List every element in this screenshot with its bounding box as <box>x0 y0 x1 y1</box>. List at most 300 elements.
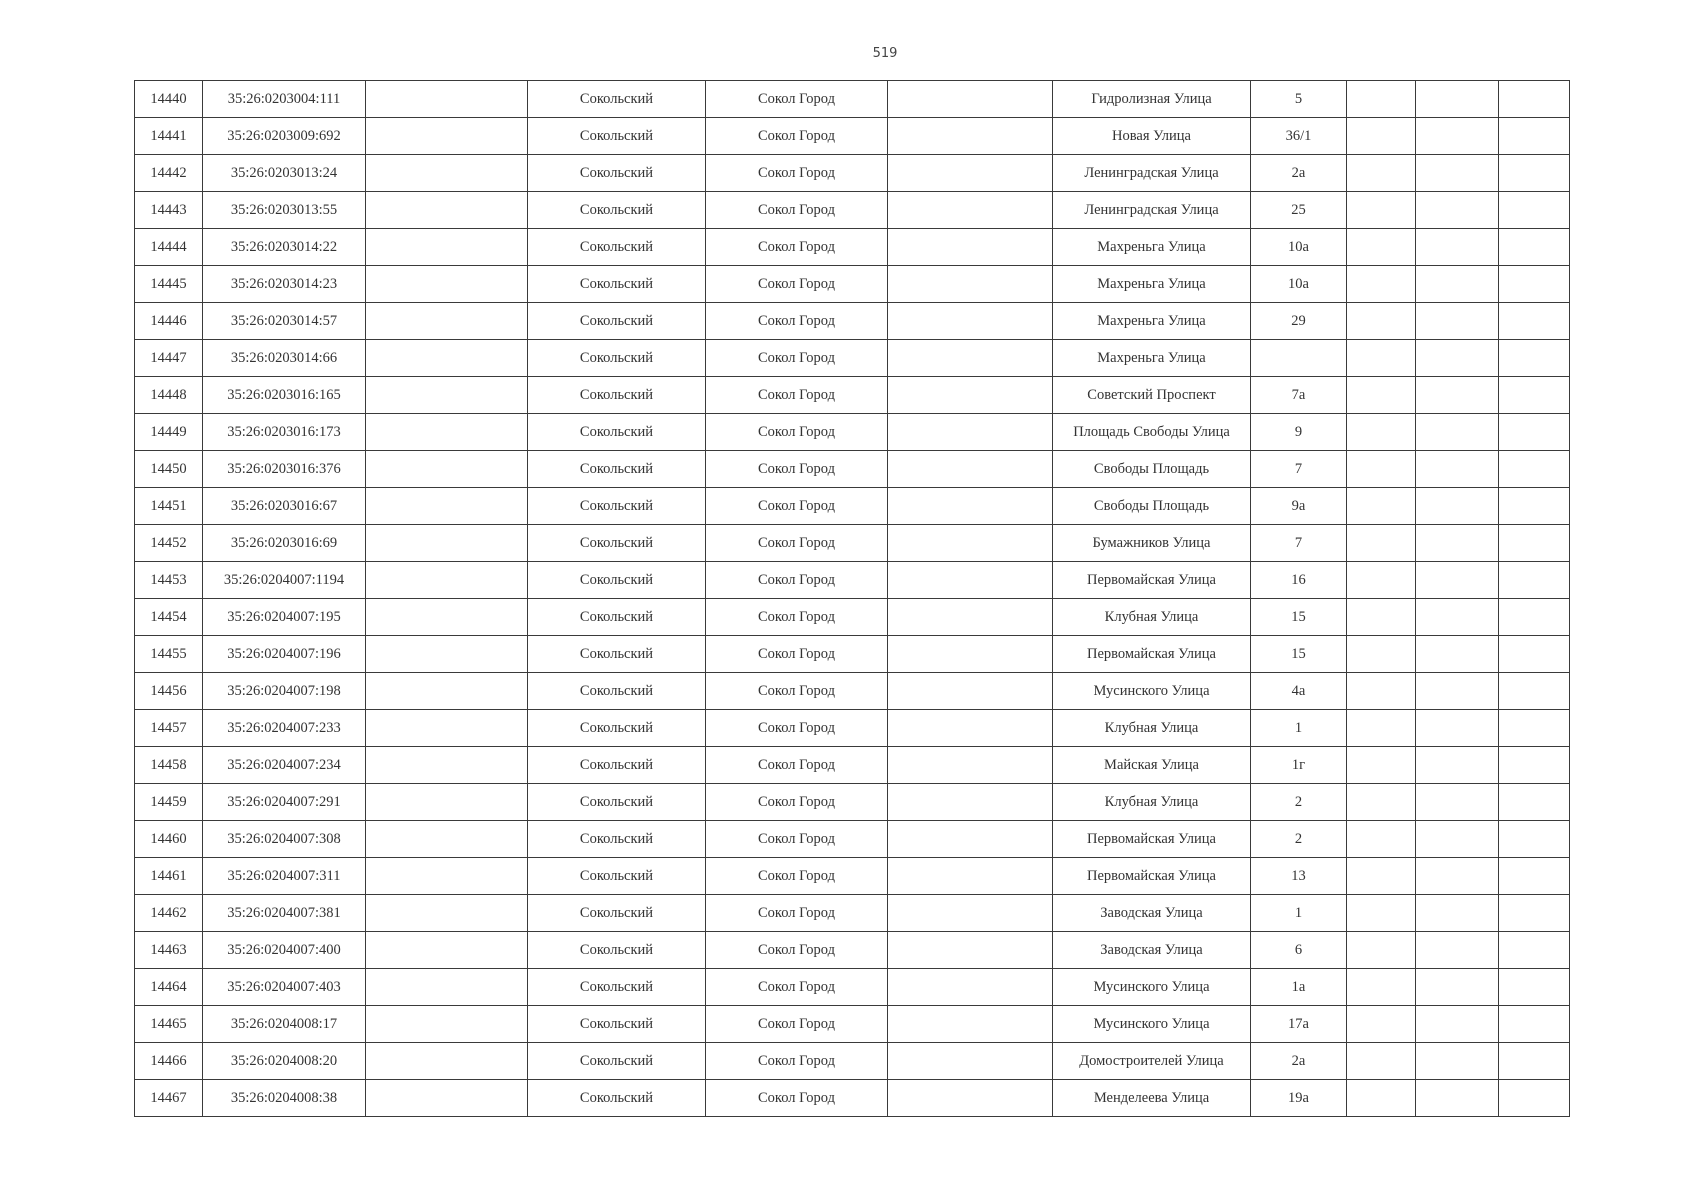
cell-empty <box>1347 118 1416 155</box>
cell-empty <box>1416 636 1499 673</box>
cell-district: Сокольский <box>528 784 706 821</box>
cell-district: Сокольский <box>528 710 706 747</box>
cell-cadastral-number: 35:26:0204007:196 <box>203 636 366 673</box>
cell-empty <box>1347 821 1416 858</box>
cell-empty <box>888 192 1053 229</box>
cell-empty <box>1347 1006 1416 1043</box>
cell-record-number: 14451 <box>135 488 203 525</box>
cell-locality: Сокол Город <box>706 636 888 673</box>
cell-empty <box>888 636 1053 673</box>
cell-street: Новая Улица <box>1053 118 1251 155</box>
cell-empty <box>1416 1080 1499 1117</box>
cell-empty <box>1416 451 1499 488</box>
cell-empty <box>366 636 528 673</box>
cell-district: Сокольский <box>528 932 706 969</box>
cell-cadastral-number: 35:26:0203014:57 <box>203 303 366 340</box>
cell-empty <box>1499 969 1570 1006</box>
cell-district: Сокольский <box>528 969 706 1006</box>
cell-record-number: 14440 <box>135 81 203 118</box>
cell-empty <box>888 969 1053 1006</box>
cell-street: Ленинградская Улица <box>1053 192 1251 229</box>
cell-empty <box>1499 858 1570 895</box>
cell-empty <box>1416 599 1499 636</box>
table-row <box>135 1043 1570 1080</box>
cell-street: Махреньга Улица <box>1053 229 1251 266</box>
cell-cadastral-number: 35:26:0204007:234 <box>203 747 366 784</box>
cell-district: Сокольский <box>528 414 706 451</box>
cell-street: Махреньга Улица <box>1053 303 1251 340</box>
cell-house-number: 4а <box>1251 673 1347 710</box>
cell-house-number: 36/1 <box>1251 118 1347 155</box>
cell-empty <box>888 414 1053 451</box>
table-row <box>135 562 1570 599</box>
cell-empty <box>366 192 528 229</box>
cell-house-number: 1а <box>1251 969 1347 1006</box>
table-row <box>135 858 1570 895</box>
cell-empty <box>888 895 1053 932</box>
cell-empty <box>1347 525 1416 562</box>
cell-empty <box>1347 488 1416 525</box>
cell-empty <box>888 599 1053 636</box>
cell-record-number: 14445 <box>135 266 203 303</box>
table-row <box>135 229 1570 266</box>
cell-record-number: 14443 <box>135 192 203 229</box>
cell-cadastral-number: 35:26:0204007:195 <box>203 599 366 636</box>
cell-district: Сокольский <box>528 377 706 414</box>
cell-empty <box>366 488 528 525</box>
cell-locality: Сокол Город <box>706 969 888 1006</box>
cell-cadastral-number: 35:26:0203016:376 <box>203 451 366 488</box>
cell-empty <box>1347 747 1416 784</box>
cell-locality: Сокол Город <box>706 229 888 266</box>
cell-record-number: 14442 <box>135 155 203 192</box>
cell-house-number: 2 <box>1251 821 1347 858</box>
cell-empty <box>1499 1006 1570 1043</box>
cell-locality: Сокол Город <box>706 525 888 562</box>
cell-record-number: 14450 <box>135 451 203 488</box>
cell-locality: Сокол Город <box>706 821 888 858</box>
table-row <box>135 266 1570 303</box>
cell-empty <box>1499 81 1570 118</box>
cell-street: Домостроителей Улица <box>1053 1043 1251 1080</box>
cell-house-number: 1г <box>1251 747 1347 784</box>
cell-cadastral-number: 35:26:0203013:24 <box>203 155 366 192</box>
cell-locality: Сокол Город <box>706 673 888 710</box>
cell-cadastral-number: 35:26:0203013:55 <box>203 192 366 229</box>
cell-cadastral-number: 35:26:0203016:165 <box>203 377 366 414</box>
table-row <box>135 599 1570 636</box>
cell-empty <box>1347 599 1416 636</box>
cell-empty <box>1416 414 1499 451</box>
cell-street: Менделеева Улица <box>1053 1080 1251 1117</box>
cell-empty <box>888 932 1053 969</box>
cell-cadastral-number: 35:26:0204007:403 <box>203 969 366 1006</box>
cell-empty <box>1416 673 1499 710</box>
cell-district: Сокольский <box>528 229 706 266</box>
table-row <box>135 155 1570 192</box>
cell-cadastral-number: 35:26:0204007:381 <box>203 895 366 932</box>
cell-record-number: 14454 <box>135 599 203 636</box>
cell-empty <box>1347 303 1416 340</box>
registry-table-body <box>135 81 1570 1117</box>
cell-empty <box>1416 340 1499 377</box>
cell-empty <box>888 266 1053 303</box>
cell-locality: Сокол Город <box>706 1043 888 1080</box>
cell-locality: Сокол Город <box>706 451 888 488</box>
cell-empty <box>1347 1080 1416 1117</box>
cell-record-number: 14447 <box>135 340 203 377</box>
cell-district: Сокольский <box>528 488 706 525</box>
cell-cadastral-number: 35:26:0203016:69 <box>203 525 366 562</box>
cell-empty <box>1416 192 1499 229</box>
cell-street: Махреньга Улица <box>1053 340 1251 377</box>
cell-street: Ленинградская Улица <box>1053 155 1251 192</box>
cell-locality: Сокол Город <box>706 488 888 525</box>
cell-record-number: 14464 <box>135 969 203 1006</box>
cell-cadastral-number: 35:26:0204008:20 <box>203 1043 366 1080</box>
cell-empty <box>1416 377 1499 414</box>
cell-house-number: 2а <box>1251 1043 1347 1080</box>
cell-district: Сокольский <box>528 747 706 784</box>
cell-empty <box>1416 1006 1499 1043</box>
cell-street: Клубная Улица <box>1053 599 1251 636</box>
cell-house-number: 7а <box>1251 377 1347 414</box>
cell-cadastral-number: 35:26:0204007:233 <box>203 710 366 747</box>
cell-locality: Сокол Город <box>706 895 888 932</box>
cell-empty <box>1416 932 1499 969</box>
cell-empty <box>366 747 528 784</box>
cell-cadastral-number: 35:26:0203016:67 <box>203 488 366 525</box>
cell-empty <box>366 229 528 266</box>
cell-street: Мусинского Улица <box>1053 1006 1251 1043</box>
cell-cadastral-number: 35:26:0204007:198 <box>203 673 366 710</box>
cell-locality: Сокол Город <box>706 266 888 303</box>
cell-empty <box>888 1006 1053 1043</box>
cell-record-number: 14460 <box>135 821 203 858</box>
cell-empty <box>1416 525 1499 562</box>
cell-empty <box>1499 1043 1570 1080</box>
cell-empty <box>888 451 1053 488</box>
cell-empty <box>366 303 528 340</box>
cell-street: Свободы Площадь <box>1053 451 1251 488</box>
cell-house-number: 29 <box>1251 303 1347 340</box>
cell-house-number: 9а <box>1251 488 1347 525</box>
cell-empty <box>366 1080 528 1117</box>
cell-record-number: 14461 <box>135 858 203 895</box>
cell-empty <box>888 784 1053 821</box>
cell-empty <box>366 377 528 414</box>
cell-street: Заводская Улица <box>1053 932 1251 969</box>
cell-record-number: 14446 <box>135 303 203 340</box>
cell-house-number: 15 <box>1251 599 1347 636</box>
cell-district: Сокольский <box>528 599 706 636</box>
cell-street: Мусинского Улица <box>1053 969 1251 1006</box>
cell-district: Сокольский <box>528 266 706 303</box>
cell-empty <box>1416 155 1499 192</box>
cell-empty <box>1499 451 1570 488</box>
cell-empty <box>1416 895 1499 932</box>
cell-house-number: 2 <box>1251 784 1347 821</box>
cell-empty <box>1416 747 1499 784</box>
cell-district: Сокольский <box>528 821 706 858</box>
table-row <box>135 710 1570 747</box>
table-row <box>135 747 1570 784</box>
cell-empty <box>888 118 1053 155</box>
cell-street: Бумажников Улица <box>1053 525 1251 562</box>
cell-empty <box>1347 81 1416 118</box>
cell-record-number: 14467 <box>135 1080 203 1117</box>
cell-empty <box>1499 673 1570 710</box>
cell-empty <box>366 525 528 562</box>
cell-district: Сокольский <box>528 636 706 673</box>
cell-empty <box>1347 784 1416 821</box>
cell-record-number: 14452 <box>135 525 203 562</box>
cell-empty <box>888 1080 1053 1117</box>
cell-empty <box>1347 340 1416 377</box>
cell-cadastral-number: 35:26:0204008:17 <box>203 1006 366 1043</box>
cell-empty <box>1347 562 1416 599</box>
cell-empty <box>1499 784 1570 821</box>
table-row <box>135 377 1570 414</box>
cell-empty <box>1499 599 1570 636</box>
cell-street: Первомайская Улица <box>1053 636 1251 673</box>
cell-empty <box>366 599 528 636</box>
cell-empty <box>888 303 1053 340</box>
cell-empty <box>888 1043 1053 1080</box>
cell-house-number: 9 <box>1251 414 1347 451</box>
cell-locality: Сокол Город <box>706 1006 888 1043</box>
cell-house-number: 7 <box>1251 451 1347 488</box>
cell-street: Свободы Площадь <box>1053 488 1251 525</box>
cell-empty <box>888 525 1053 562</box>
cell-empty <box>366 340 528 377</box>
cell-locality: Сокол Город <box>706 340 888 377</box>
cell-empty <box>888 81 1053 118</box>
cell-house-number: 7 <box>1251 525 1347 562</box>
cell-empty <box>366 118 528 155</box>
cell-empty <box>366 155 528 192</box>
cell-street: Мусинского Улица <box>1053 673 1251 710</box>
cell-empty <box>1347 192 1416 229</box>
cell-empty <box>1499 303 1570 340</box>
cell-empty <box>366 1043 528 1080</box>
cell-empty <box>888 821 1053 858</box>
cell-empty <box>366 1006 528 1043</box>
cell-street: Майская Улица <box>1053 747 1251 784</box>
cell-empty <box>1347 969 1416 1006</box>
cell-empty <box>1347 155 1416 192</box>
cell-empty <box>1499 155 1570 192</box>
cell-empty <box>1499 229 1570 266</box>
cell-empty <box>1416 1043 1499 1080</box>
cell-empty <box>1347 932 1416 969</box>
cell-empty <box>1499 747 1570 784</box>
cell-empty <box>366 81 528 118</box>
cell-empty <box>366 821 528 858</box>
table-row <box>135 969 1570 1006</box>
cell-empty <box>1499 377 1570 414</box>
cell-record-number: 14465 <box>135 1006 203 1043</box>
cell-district: Сокольский <box>528 81 706 118</box>
cell-cadastral-number: 35:26:0204007:1194 <box>203 562 366 599</box>
cell-empty <box>1499 895 1570 932</box>
cell-empty <box>1347 229 1416 266</box>
cell-cadastral-number: 35:26:0203014:23 <box>203 266 366 303</box>
cell-record-number: 14462 <box>135 895 203 932</box>
cell-district: Сокольский <box>528 303 706 340</box>
cell-empty <box>1499 821 1570 858</box>
cell-empty <box>1416 488 1499 525</box>
cell-empty <box>366 784 528 821</box>
cell-empty <box>888 377 1053 414</box>
cell-district: Сокольский <box>528 192 706 229</box>
cell-locality: Сокол Город <box>706 562 888 599</box>
table-row <box>135 192 1570 229</box>
cell-cadastral-number: 35:26:0204007:308 <box>203 821 366 858</box>
cell-empty <box>888 488 1053 525</box>
cell-house-number: 17а <box>1251 1006 1347 1043</box>
cell-house-number <box>1251 340 1347 377</box>
cell-district: Сокольский <box>528 1043 706 1080</box>
cell-district: Сокольский <box>528 451 706 488</box>
cell-locality: Сокол Город <box>706 858 888 895</box>
cell-house-number: 5 <box>1251 81 1347 118</box>
cell-district: Сокольский <box>528 858 706 895</box>
cell-empty <box>1499 340 1570 377</box>
cell-street: Клубная Улица <box>1053 710 1251 747</box>
cell-locality: Сокол Город <box>706 377 888 414</box>
table-row <box>135 118 1570 155</box>
cell-empty <box>888 155 1053 192</box>
cell-house-number: 15 <box>1251 636 1347 673</box>
registry-table <box>134 80 1570 1117</box>
cell-empty <box>366 562 528 599</box>
cell-locality: Сокол Город <box>706 932 888 969</box>
table-row <box>135 1006 1570 1043</box>
cell-empty <box>1499 488 1570 525</box>
cell-district: Сокольский <box>528 155 706 192</box>
table-row <box>135 673 1570 710</box>
table-row <box>135 303 1570 340</box>
cell-empty <box>1499 266 1570 303</box>
cell-empty <box>1416 969 1499 1006</box>
cell-empty <box>1499 932 1570 969</box>
cell-empty <box>366 969 528 1006</box>
cell-house-number: 1 <box>1251 710 1347 747</box>
cell-empty <box>366 673 528 710</box>
cell-empty <box>888 858 1053 895</box>
cell-street: Махреньга Улица <box>1053 266 1251 303</box>
cell-empty <box>366 895 528 932</box>
cell-cadastral-number: 35:26:0203016:173 <box>203 414 366 451</box>
cell-empty <box>1416 81 1499 118</box>
cell-house-number: 16 <box>1251 562 1347 599</box>
cell-locality: Сокол Город <box>706 710 888 747</box>
table-row <box>135 895 1570 932</box>
cell-empty <box>366 710 528 747</box>
cell-house-number: 10а <box>1251 266 1347 303</box>
cell-house-number: 19а <box>1251 1080 1347 1117</box>
cell-empty <box>1416 710 1499 747</box>
cell-empty <box>1499 562 1570 599</box>
cell-empty <box>1416 821 1499 858</box>
cell-empty <box>1416 118 1499 155</box>
cell-empty <box>1416 562 1499 599</box>
cell-district: Сокольский <box>528 1006 706 1043</box>
cell-record-number: 14453 <box>135 562 203 599</box>
table-row <box>135 488 1570 525</box>
cell-empty <box>366 414 528 451</box>
cell-empty <box>366 858 528 895</box>
cell-street: Первомайская Улица <box>1053 562 1251 599</box>
cell-record-number: 14466 <box>135 1043 203 1080</box>
cell-empty <box>1347 710 1416 747</box>
table-row <box>135 636 1570 673</box>
cell-empty <box>888 340 1053 377</box>
cell-house-number: 6 <box>1251 932 1347 969</box>
cell-cadastral-number: 35:26:0204007:291 <box>203 784 366 821</box>
cell-empty <box>1347 377 1416 414</box>
cell-locality: Сокол Город <box>706 414 888 451</box>
cell-district: Сокольский <box>528 118 706 155</box>
cell-empty <box>888 562 1053 599</box>
cell-cadastral-number: 35:26:0203014:66 <box>203 340 366 377</box>
cell-empty <box>1347 673 1416 710</box>
table-row <box>135 1080 1570 1117</box>
cell-record-number: 14458 <box>135 747 203 784</box>
cell-record-number: 14456 <box>135 673 203 710</box>
cell-street: Первомайская Улица <box>1053 821 1251 858</box>
cell-street: Первомайская Улица <box>1053 858 1251 895</box>
cell-empty <box>1347 266 1416 303</box>
cell-house-number: 2а <box>1251 155 1347 192</box>
cell-empty <box>1347 895 1416 932</box>
cell-empty <box>1416 303 1499 340</box>
cell-empty <box>1499 192 1570 229</box>
cell-cadastral-number: 35:26:0204008:38 <box>203 1080 366 1117</box>
cell-empty <box>1347 451 1416 488</box>
cell-empty <box>1416 266 1499 303</box>
cell-record-number: 14444 <box>135 229 203 266</box>
cell-empty <box>1499 710 1570 747</box>
cell-street: Площадь Свободы Улица <box>1053 414 1251 451</box>
table-row <box>135 414 1570 451</box>
table-row <box>135 525 1570 562</box>
cell-empty <box>366 451 528 488</box>
table-row <box>135 784 1570 821</box>
table-row <box>135 340 1570 377</box>
cell-empty <box>1416 858 1499 895</box>
cell-empty <box>1347 636 1416 673</box>
cell-cadastral-number: 35:26:0203009:692 <box>203 118 366 155</box>
cell-empty <box>1499 414 1570 451</box>
cell-street: Клубная Улица <box>1053 784 1251 821</box>
cell-empty <box>1416 784 1499 821</box>
cell-empty <box>1347 1043 1416 1080</box>
cell-locality: Сокол Город <box>706 192 888 229</box>
cell-record-number: 14457 <box>135 710 203 747</box>
cell-empty <box>1416 229 1499 266</box>
table-row <box>135 821 1570 858</box>
cell-empty <box>366 266 528 303</box>
cell-district: Сокольский <box>528 525 706 562</box>
cell-cadastral-number: 35:26:0204007:400 <box>203 932 366 969</box>
cell-district: Сокольский <box>528 562 706 599</box>
cell-locality: Сокол Город <box>706 1080 888 1117</box>
cell-empty <box>1499 1080 1570 1117</box>
cell-cadastral-number: 35:26:0203004:111 <box>203 81 366 118</box>
cell-district: Сокольский <box>528 895 706 932</box>
